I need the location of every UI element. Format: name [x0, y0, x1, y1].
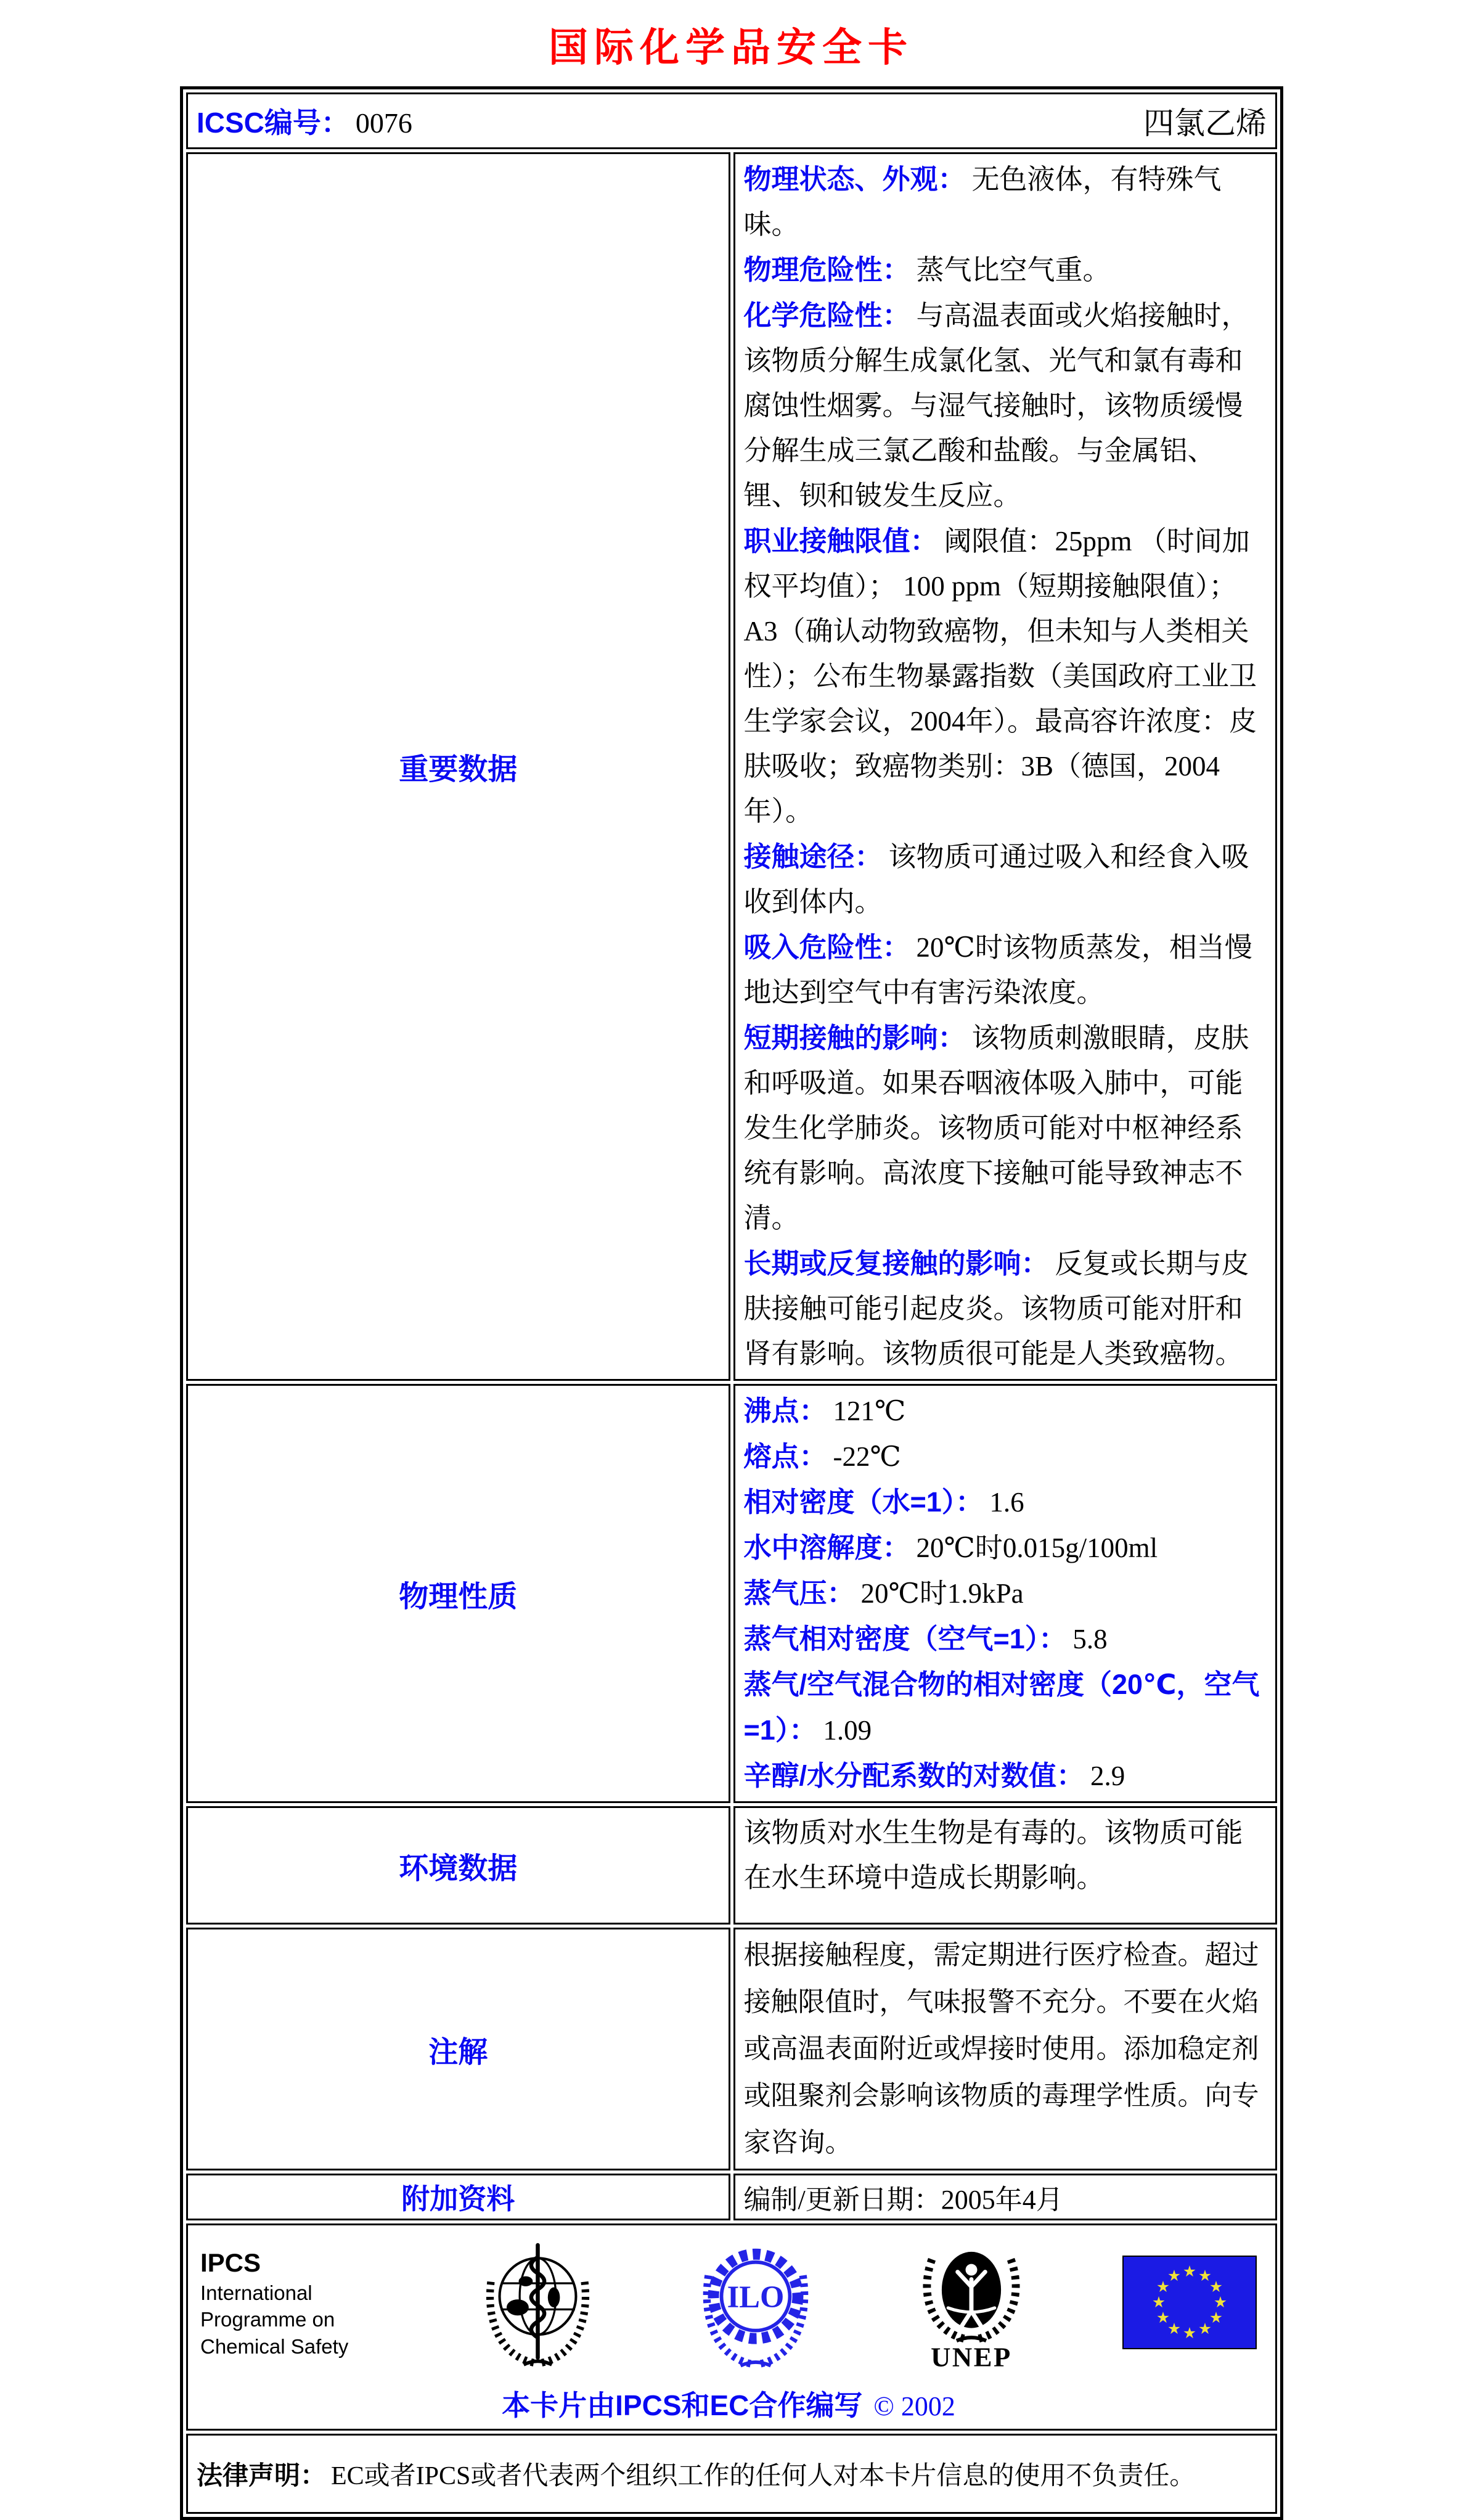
eu-flag-icon — [1122, 2256, 1257, 2352]
additional-info-content: 编制/更新日期：2005年4月 — [733, 2174, 1278, 2220]
field-melting-point: 熔点： -22℃ — [743, 1441, 901, 1472]
unep-wordmark: UNEP — [930, 2341, 1012, 2373]
legal-cell — [186, 2434, 1277, 2514]
header-row — [186, 92, 1277, 149]
logos-strip — [200, 2233, 1257, 2375]
row-notes — [186, 1928, 1277, 2170]
important-data-content — [733, 152, 1278, 1381]
icsc-number-value: 0076 — [355, 107, 412, 139]
icsc-number — [197, 100, 412, 141]
notes-content — [733, 1928, 1278, 2170]
header-cell — [186, 92, 1277, 149]
section-label-important-data: 重要数据 — [186, 152, 730, 1381]
section-label-additional-info: 附加资料 — [186, 2174, 730, 2220]
field-relative-density: 相对密度（水=1）： 1.6 — [743, 1486, 1024, 1518]
section-label-notes: 注解 — [186, 1928, 730, 2170]
ipcs-acronym: IPCS — [200, 2248, 261, 2278]
row-legal — [186, 2434, 1277, 2514]
row-environmental-data — [186, 1806, 1277, 1925]
notes-text: 根据接触程度，需定期进行医疗检查。超过接触限值时，气味报警不充分。不要在火焰或高温表面附近或焊接时使用。添加稳定剂或阻聚剂会影响该物质的毒理学性质。向专家咨询。 — [743, 1940, 1259, 2158]
legal-text: EC或者IPCS或者代表两个组织工作的任何人对本卡片信息的使用不负责任。 — [331, 2462, 1196, 2490]
who-emblem-icon — [472, 2237, 604, 2371]
row-additional-info — [186, 2174, 1277, 2220]
logos-cell — [186, 2223, 1277, 2431]
field-short-term-effects: 短期接触的影响： 该物质刺激眼睛，皮肤和呼吸道。如果吞咽液体吸入肺中，可能发生化学肺炎。该物质可能对中枢神经系统有影响。高浓度下接触可能导致神志不清。 — [743, 1022, 1249, 1233]
caption-text: 本卡片由IPCS和EC合作编写 — [502, 2389, 863, 2421]
field-vapor-pressure: 蒸气压： 20℃时1.9kPa — [743, 1577, 1024, 1609]
field-vapor-relative-density: 蒸气相对密度（空气=1）： 5.8 — [743, 1623, 1108, 1655]
environmental-data-content: 该物质对水生生物是有毒的。该物质可能在水生环境中造成长期影响。 — [733, 1806, 1278, 1925]
field-boiling-point: 沸点： 121℃ — [743, 1395, 906, 1426]
field-physical-state: 物理状态、外观： 无色液体，有特殊气味。 — [743, 163, 1222, 240]
svg-text:ILO: ILO — [727, 2279, 784, 2314]
icsc-card-table — [180, 86, 1283, 2520]
icsc-number-label: ICSC编号： — [197, 107, 349, 139]
caption-copyright: © 2002 — [873, 2391, 955, 2421]
section-label-environmental-data: 环境数据 — [186, 1806, 730, 1925]
ilo-emblem-icon — [691, 2237, 820, 2371]
section-label-physical-properties: 物理性质 — [186, 1384, 730, 1803]
field-long-term-effects: 长期或反复接触的影响： 反复或长期与皮肤接触可能引起皮炎。该物质可能对肝和肾有影响。该物质很可能是人类致癌物。 — [743, 1248, 1249, 1369]
physical-properties-content — [733, 1384, 1278, 1803]
ipcs-text-block: IPCS International Programme on Chemical Safety — [200, 2247, 385, 2360]
field-inhalation-risk: 吸入危险性： 20℃时该物质蒸发，相当慢地达到空气中有害污染浓度。 — [743, 931, 1252, 1008]
field-occupational-limits: 职业接触限值： 阈限值：25ppm （时间加权平均值）； 100 ppm（短期接触限值）；A3（确认动物致癌物，但未知与人类相关性）；公布生物暴露指数（美国政府工业卫生学家会议，2004年）。最高容许浓度：皮肤吸收；致癌物类别：3B（德国，2004年）。 — [743, 525, 1257, 827]
field-water-solubility: 水中溶解度： 20℃时0.015g/100ml — [743, 1532, 1158, 1563]
row-logos — [186, 2223, 1277, 2431]
row-physical-properties — [186, 1384, 1277, 1803]
field-physical-danger: 物理危险性： 蒸气比空气重。 — [743, 254, 1111, 285]
unep-emblem-icon — [907, 2233, 1036, 2375]
page-title: 国际化学品安全卡 — [549, 25, 913, 70]
field-octanol-water-coefficient: 辛醇/水分配系数的对数值： 2.9 — [743, 1760, 1125, 1791]
legal-label: 法律声明： — [197, 2461, 327, 2490]
chemical-name: 四氯乙烯 — [1143, 106, 1267, 141]
field-vapor-air-mixture-density: 蒸气/空气混合物的相对密度（20℃，空气=1）： 1.09 — [743, 1669, 1260, 1746]
card-caption — [200, 2383, 1257, 2424]
field-exposure-routes: 接触途径： 该物质可通过吸入和经食入吸收到体内。 — [743, 841, 1249, 917]
field-chemical-danger: 化学危险性： 与高温表面或火焰接触时，该物质分解生成氯化氢、光气和氯有毒和腐蚀性烟雾。与湿气接触时，该物质缓慢分解生成三氯乙酸和盐酸。与金属铝、锂、钡和铍发生反应。 — [743, 300, 1249, 511]
row-important-data — [186, 152, 1277, 1381]
